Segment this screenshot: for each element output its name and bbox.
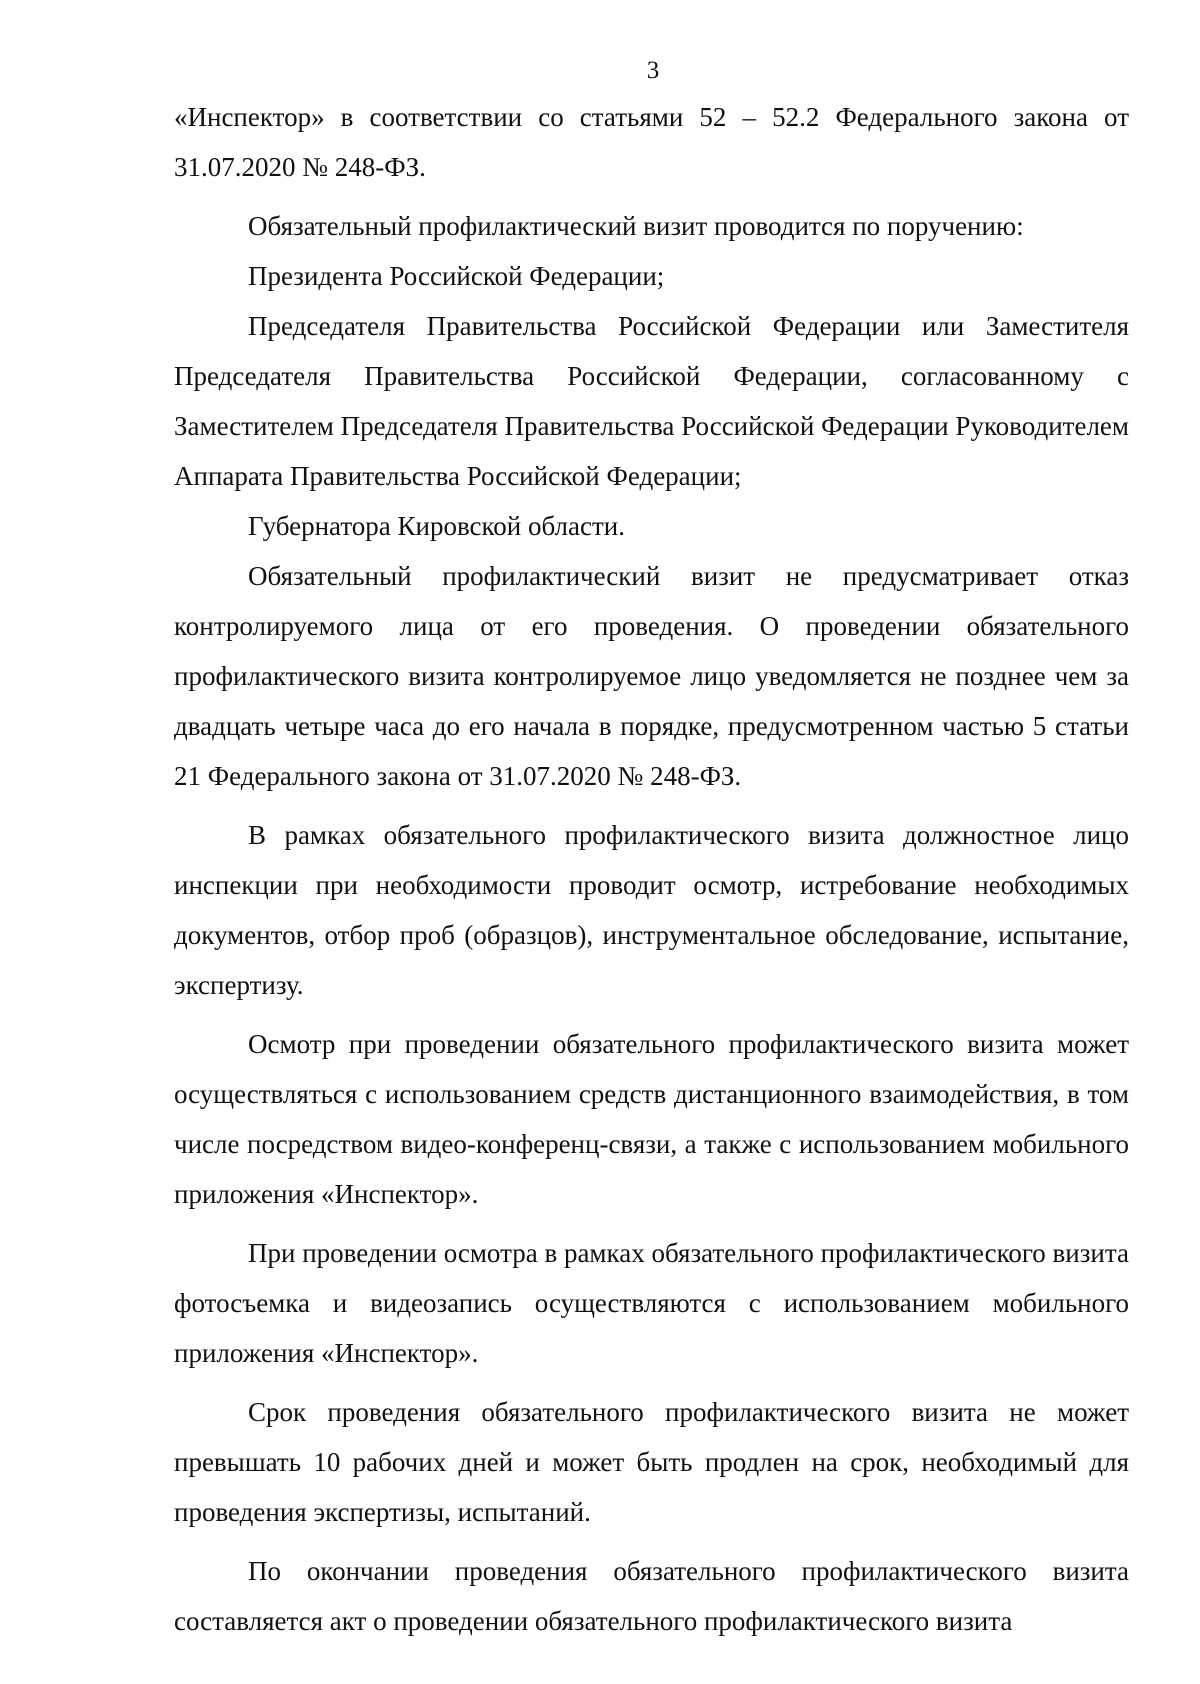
paragraph-governor: Губернатора Кировской области. — [248, 511, 625, 541]
paragraph-photo-video: При проведении осмотра в рамках обязательного профилактического визита фотосъемка и видеозапись осуществляются с использованием мобильного приложения «Инспектор». — [174, 1238, 1129, 1368]
paragraph-government-chairman: Председателя Правительства Российской Федерации или Заместителя Председателя Правительства Российской Федерации, согласованному с Заместителем Председателя Правительства Российской Федерации Руководителем Аппарата Правительства Российской Федерации; — [174, 311, 1129, 491]
paragraph-president: Президента Российской Федерации; — [248, 261, 665, 291]
paragraph-act: По окончании проведения обязательного профилактического визита составляется акт о проведении обязательного профилактического визита — [174, 1556, 1129, 1636]
paragraph-remote-inspection: Осмотр при проведении обязательного профилактического визита может осуществляться с использованием средств дистанционного взаимодействия, в том числе посредством видео-конференц-связи, а также с использованием мобильного приложения «Инспектор». — [174, 1029, 1129, 1209]
paragraph-no-refusal: Обязательный профилактический визит не предусматривает отказ контролируемого лица от его проведения. О проведении обязательного профилактического визита контролируемое лицо уведомляется не позднее чем за двадцать четыре часа до его начала в порядке, предусмотренном частью 5 статьи 21 Федерального закона от 31.07.2020 № 248-ФЗ. — [174, 561, 1129, 791]
page-number: 3 — [646, 57, 660, 84]
paragraph-duration: Срок проведения обязательного профилактического визита не может превышать 10 рабочих дней и может быть продлен на срок, необходимый для проведения экспертизы, испытаний. — [174, 1397, 1129, 1527]
paragraph-visit-instructions: Обязательный профилактический визит проводится по поручению: — [248, 211, 1024, 241]
document-body — [174, 92, 1129, 1646]
paragraph-inspection-actions: В рамках обязательного профилактического визита должностное лицо инспекции при необходимости проводит осмотр, истребование необходимых документов, отбор проб (образцов), инструментальное обследование, испытание, экспертизу. — [174, 820, 1129, 1000]
paragraph-continuation: «Инспектор» в соответствии со статьями 52 – 52.2 Федерального закона от 31.07.2020 № 248-ФЗ. — [174, 102, 1129, 182]
